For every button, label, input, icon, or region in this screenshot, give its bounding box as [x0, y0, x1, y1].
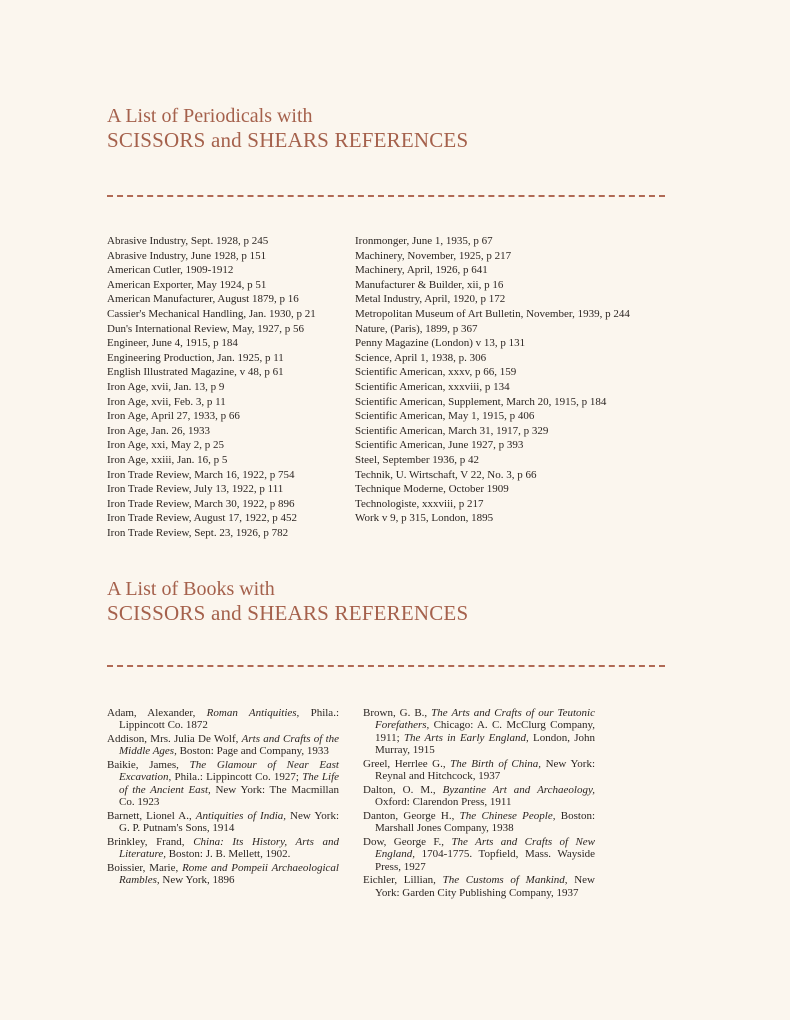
books-right-column: [363, 707, 595, 900]
periodical-entry: American Cutler, 1909-1912: [107, 264, 234, 277]
periodical-entry: Science, April 1, 1938, p. 306: [355, 351, 487, 364]
periodical-entry: Machinery, April, 1926, p 641: [355, 264, 488, 277]
periodicals-right-column: [355, 234, 630, 526]
book-author: Greel, Herrlee G.,: [363, 757, 446, 770]
periodical-entry: Manufacturer & Builder, xii, p 16: [355, 278, 504, 291]
periodical-entry: Nature, (Paris), 1899, p 367: [355, 322, 478, 335]
periodical-entry: Scientific American, xxxv, p 66, 159: [355, 366, 517, 379]
periodicals-heading-line2: SCISSORS and SHEARS REFERENCES: [107, 128, 469, 153]
periodical-entry: Work v 9, p 315, London, 1895: [355, 512, 494, 525]
periodical-entry: Iron Age, xvii, Jan. 13, p 9: [107, 380, 225, 393]
book-publication: Boston: Page and Company, 1933: [179, 745, 329, 758]
periodical-entry: Metropolitan Museum of Art Bulletin, November, 1939, p 244: [355, 307, 630, 320]
book-entry: [107, 810, 339, 835]
book-publication: Boston: J. B. Mellett, 1902.: [168, 848, 291, 861]
periodical-entry: Iron Trade Review, March 16, 1922, p 754: [107, 468, 295, 481]
book-title: Antiquities of India,: [195, 809, 287, 822]
book-author: Brown, G. B.,: [363, 707, 428, 719]
book-title: The Arts and Crafts of New England,: [375, 835, 596, 861]
book-entry: [363, 836, 595, 873]
books-heading-line1: A List of Books with: [107, 578, 275, 600]
book-title: The Customs of Mankind,: [442, 874, 568, 887]
book-title: The Life of the Ancient East,: [119, 771, 340, 796]
book-title: The Arts in Early England,: [403, 731, 529, 744]
periodical-entry: English Illustrated Magazine, v 48, p 61: [107, 366, 284, 379]
book-publication: Chicago: A. C. McClurg Company, 1911;: [375, 719, 595, 744]
periodical-entry: Iron Age, xxiii, Jan. 16, p 5: [107, 453, 228, 466]
books-heading: [107, 577, 468, 627]
periodical-entry: American Manufacturer, August 1879, p 16: [107, 293, 299, 306]
book-publication: New York: The Macmillan Co. 1923: [119, 783, 339, 809]
book-entry: [107, 707, 339, 732]
book-author: Addison, Mrs. Julia De Wolf,: [107, 733, 239, 746]
book-author: Boissier, Marie,: [107, 862, 179, 875]
periodical-entry: Iron Age, April 27, 1933, p 66: [107, 410, 240, 423]
books-dashed-rule: [107, 665, 665, 667]
periodical-entry: Iron Trade Review, March 30, 1922, p 896: [107, 497, 295, 510]
book-entry: [107, 836, 339, 861]
periodical-entry: Steel, September 1936, p 42: [355, 453, 480, 466]
book-title: The Chinese People,: [459, 809, 556, 822]
book-entry: [363, 758, 595, 783]
periodical-entry: Iron Age, Jan. 26, 1933: [107, 424, 210, 437]
book-title: Rome and Pompeii Archaeological Rambles,: [119, 862, 339, 887]
periodical-entry: Iron Age, xvii, Feb. 3, p 11: [107, 395, 226, 408]
periodical-entry: Penny Magazine (London) v 13, p 131: [355, 337, 526, 350]
periodical-entry: Technologiste, xxxviii, p 217: [355, 497, 484, 510]
periodicals-heading: [107, 104, 468, 154]
periodical-entry: Engineer, June 4, 1915, p 184: [107, 337, 238, 350]
book-author: Danton, George H.,: [363, 809, 455, 822]
books-heading-line2: SCISSORS and SHEARS REFERENCES: [107, 601, 469, 626]
book-publication: Phila.: Lippincott Co. 1872: [119, 707, 339, 732]
book-author: Adam, Alexander,: [107, 707, 196, 719]
periodicals-left-column: [107, 234, 316, 540]
book-author: Baikie, James,: [107, 759, 179, 772]
periodical-entry: Iron Trade Review, Sept. 23, 1926, p 782: [107, 526, 289, 539]
book-entry: [363, 707, 595, 756]
periodical-entry: Scientific American, xxxviii, p 134: [355, 380, 510, 393]
periodical-entry: Scientific American, May 1, 1915, p 406: [355, 410, 535, 423]
books-left-column: [107, 707, 339, 888]
periodical-entry: Iron Age, xxi, May 2, p 25: [107, 439, 225, 452]
book-title: Byzantine Art and Archaeology,: [442, 783, 596, 796]
periodical-entry: Technik, U. Wirtschaft, V 22, No. 3, p 66: [355, 468, 537, 481]
book-publication: New York: Reynal and Hitchcock, 1937: [375, 757, 596, 782]
book-entry: [363, 784, 595, 809]
book-entry: [363, 810, 595, 835]
book-author: Barnett, Lionel A.,: [107, 809, 192, 822]
book-entry: [107, 862, 339, 887]
periodical-entry: Iron Trade Review, August 17, 1922, p 452: [107, 512, 297, 525]
book-publication: New York, 1896: [162, 874, 235, 887]
periodical-entry: Metal Industry, April, 1920, p 172: [355, 293, 506, 306]
book-author: Dalton, O. M.,: [363, 783, 436, 796]
book-publication: New York: G. P. Putnam's Sons, 1914: [119, 809, 339, 835]
periodical-entry: Scientific American, June 1927, p 393: [355, 439, 524, 452]
book-publication: London, John Murray, 1915: [375, 731, 596, 756]
book-title: The Glamour of Near East Excavation,: [119, 759, 339, 784]
book-title: Arts and Crafts of the Middle Ages,: [119, 733, 340, 758]
book-entry: [107, 759, 339, 808]
periodical-entry: Cassier's Mechanical Handling, Jan. 1930, p 21: [107, 307, 316, 320]
periodical-entry: Technique Moderne, October 1909: [355, 483, 509, 496]
periodical-entry: Abrasive Industry, June 1928, p 151: [107, 249, 267, 262]
periodicals-dashed-rule: [107, 195, 665, 197]
book-entry: [107, 733, 339, 758]
periodicals-heading-line1: A List of Periodicals with: [107, 105, 313, 127]
periodical-entry: Machinery, November, 1925, p 217: [355, 249, 512, 262]
book-publication: Boston: Marshall Jones Company, 1938: [375, 809, 595, 835]
book-publication: Oxford: Clarendon Press, 1911: [375, 796, 512, 809]
book-entry: [363, 874, 595, 899]
book-author: Brinkley, Frand,: [107, 835, 185, 848]
periodical-entry: Scientific American, Supplement, March 20, 1915, p 184: [355, 395, 607, 408]
periodical-entry: Abrasive Industry, Sept. 1928, p 245: [107, 235, 269, 247]
periodical-entry: Ironmonger, June 1, 1935, p 67: [355, 235, 493, 247]
book-publication: Phila.: Lippincott Co. 1927;: [174, 771, 299, 784]
book-title: The Arts and Crafts of our Teutonic Forefathers,: [375, 707, 595, 732]
book-author: Dow, George F.,: [363, 835, 445, 848]
periodical-entry: Iron Trade Review, July 13, 1922, p 111: [107, 483, 284, 496]
book-publication: New York: Garden City Publishing Company, 1937: [375, 874, 596, 899]
book-title: The Birth of China,: [450, 757, 542, 770]
periodical-entry: Engineering Production, Jan. 1925, p 11: [107, 351, 284, 364]
book-author: Eichler, Lillian,: [363, 874, 436, 887]
periodical-entry: Scientific American, March 31, 1917, p 329: [355, 424, 549, 437]
book-title: Roman Antiquities,: [206, 707, 300, 719]
periodical-entry: American Exporter, May 1924, p 51: [107, 278, 267, 291]
book-title: China: Its History, Arts and Literature,: [119, 835, 339, 861]
periodical-entry: Dun's International Review, May, 1927, p 56: [107, 322, 304, 335]
book-publication: 1704-1775. Topfield, Mass. Wayside Press, 1927: [375, 848, 596, 873]
